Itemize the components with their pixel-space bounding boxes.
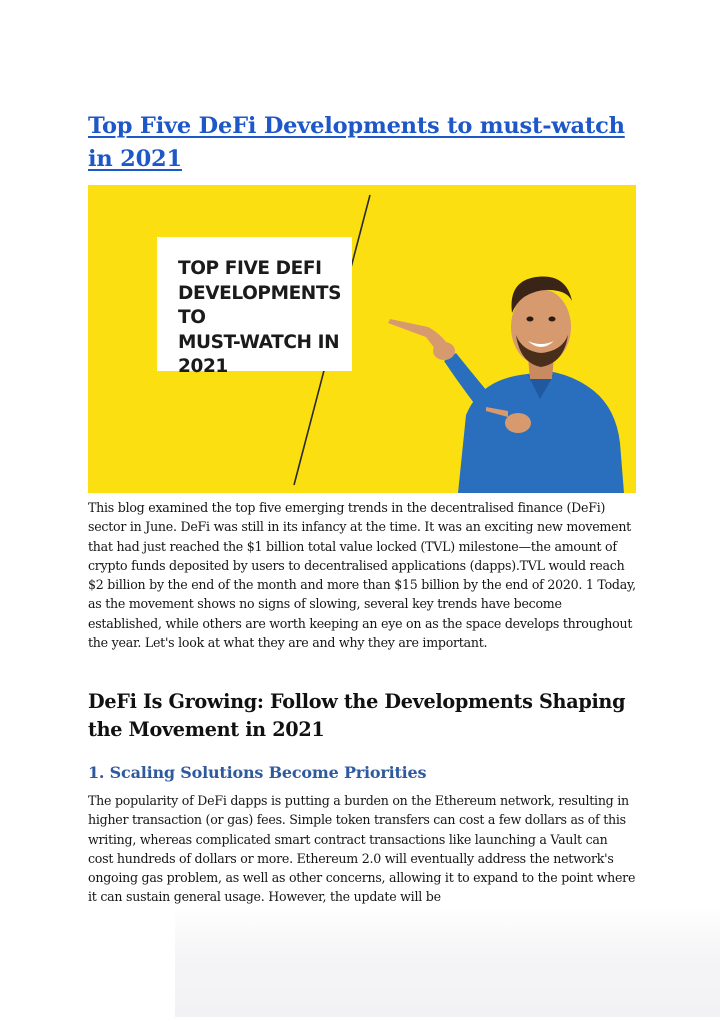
person-eye-right: [549, 317, 556, 322]
person-right-fist: [505, 413, 531, 433]
person-left-fist: [433, 342, 455, 360]
section-heading: DeFi Is Growing: Follow the Developments Shaping the Movement in 2021: [88, 690, 626, 741]
subsection-heading: 1. Scaling Solutions Become Priorities: [88, 763, 427, 782]
hero-image: [88, 185, 636, 493]
intro-paragraph: This blog examined the top five emerging trends in the decentralised finance (DeFi) sector in June. DeFi was still in its infancy at the time. It was an exciting new movement that had just reached the $1 billion total value locked (TVL) milestone—the amount of crypto funds deposited by users to decentralised applications (dapps).TVL would reach $2 billion by the end of the month and more than $15 billion by the end of 2020. 1 Today, as the movement shows no signs of slowing, several key trends have become established, while others are worth keeping an eye on as the space develops throughout the year. Let's look at what they are and why they are important.: [88, 500, 636, 651]
page-bottom-fade: [175, 905, 720, 1017]
person-left-arm: [444, 353, 492, 411]
person-eye-left: [527, 317, 534, 322]
subsection-paragraph: The popularity of DeFi dapps is putting a burden on the Ethereum network, resulting in higher transaction (or gas) fees. Simple token transfers can cost a few dollars as of this writing, whereas complicated smart contract transactions like launching a Vault can cost hundreds of dollars or more. Ethereum 2.0 will eventually address the network's ongoing gas problem, as well as other concerns, allowing it to expand to the point where it can sustain general usage. However, the update will be: [88, 793, 636, 905]
article-title-link[interactable]: Top Five DeFi Developments to must-watch in 2021: [88, 113, 625, 172]
hero-card-text: TOP FIVE DEFI DEVELOPMENTS TO MUST-WATCH IN 2021: [178, 258, 342, 377]
hero-title-card: [157, 237, 352, 377]
